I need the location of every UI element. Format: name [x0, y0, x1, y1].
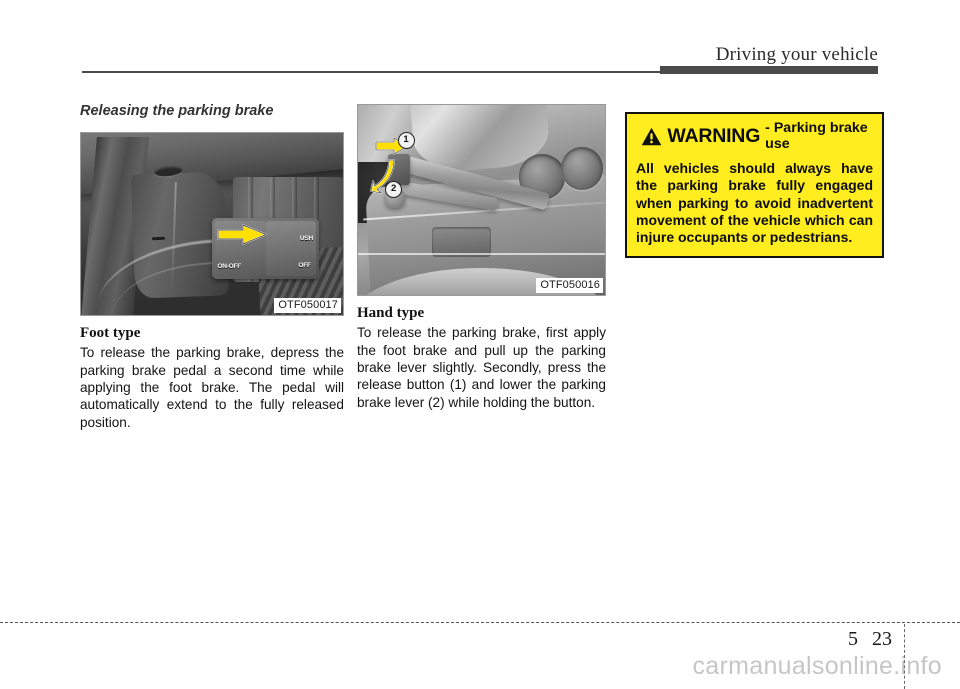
switch-label-on-off: ON-OFF [217, 263, 242, 271]
switch-label-push: USH [299, 235, 313, 243]
figure-caption-foot: OTF050017 [274, 298, 341, 313]
site-watermark: carmanualsonline.info [692, 652, 942, 680]
chapter-number: 5 [848, 628, 858, 650]
warning-word: WARNING [667, 125, 761, 148]
left-column [80, 104, 344, 431]
middle-column [357, 104, 606, 411]
figure-caption-hand: OTF050016 [536, 278, 603, 293]
body-text-hand-type: To release the parking brake, first apply the foot brake and pull up the parking brake lever slightly. Secondly, press the release button (1) and lower the parking brake lever (2) while holding the button. [357, 325, 606, 410]
sub-head-foot-type: Foot type [80, 324, 141, 341]
page-title: Driving your vehicle [715, 44, 878, 65]
photo-foot-parking-brake-pedal [80, 132, 344, 316]
switch-label-off: OFF [298, 261, 311, 269]
page-number: 23 [872, 628, 892, 650]
body-text-foot-type: To release the parking brake, depress the parking brake pedal a second time while applying the foot brake. The pedal will automatically extend to the fully released position. [80, 345, 344, 430]
warning-dash: - [765, 120, 770, 136]
warning-box [625, 112, 884, 258]
console-edge-line [358, 253, 605, 255]
figure-foot-type [80, 132, 344, 316]
section-title: Releasing the parking brake [80, 103, 274, 119]
callout-marker-2: 2 [385, 181, 402, 198]
cup-holder-2 [561, 147, 603, 191]
sub-head-hand-type: Hand type [357, 305, 425, 321]
figure-hand-type [357, 104, 606, 296]
footer-divider-line [0, 622, 960, 623]
warning-body-text: All vehicles should always have the parking brake fully engaged when parking to avoid inadvertent movement of the vehicle which can injure occupants or pedestrians. [636, 159, 873, 246]
yellow-arrow-right-icon [217, 224, 267, 245]
panel-mark [152, 236, 165, 239]
warning-subject [765, 121, 868, 153]
page-number-group [848, 628, 892, 651]
callout-marker-1: 1 [398, 132, 415, 149]
warning-heading [636, 121, 873, 153]
photo-hand-parking-brake-lever [357, 104, 606, 296]
warning-subject-line2: use [765, 135, 790, 152]
warning-subject-line1: Parking brake [773, 120, 868, 136]
page-number-divider [904, 624, 905, 689]
warning-triangle-icon [641, 127, 662, 146]
